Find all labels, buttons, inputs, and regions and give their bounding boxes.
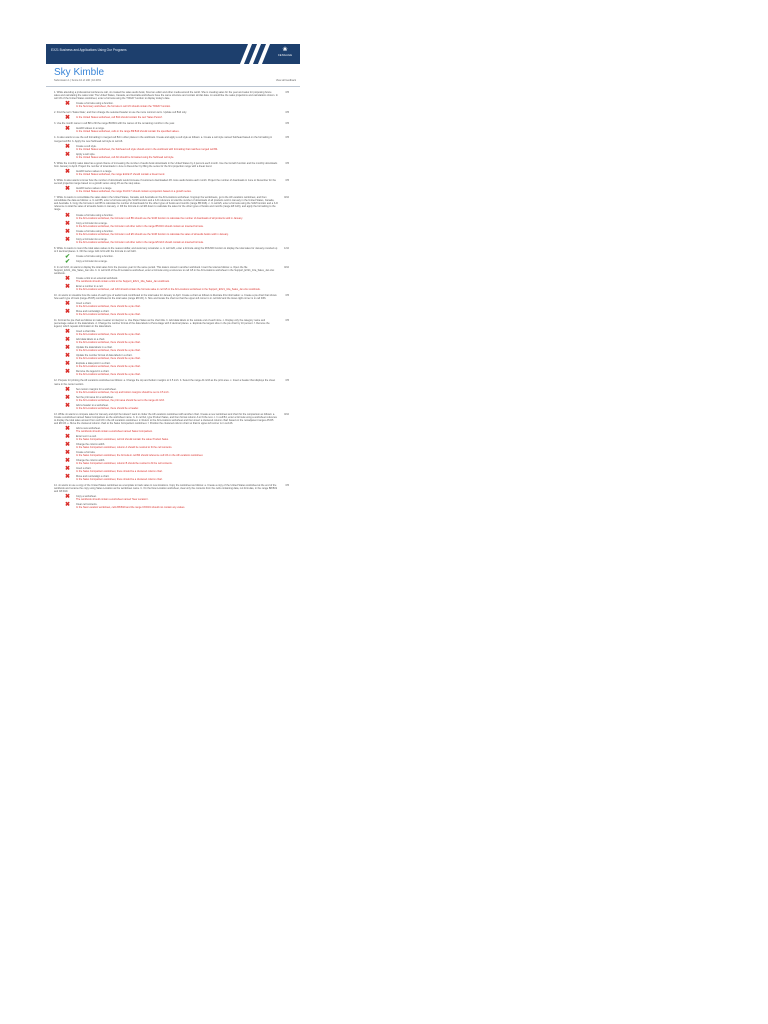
result-title: Update the number format of data labels in a chart. [76,354,133,358]
result-feedback: In the All Locations worksheet, there should be a pie chart. [76,305,141,309]
cross-icon: ✖ [65,369,71,376]
cross-icon: ✖ [65,345,71,352]
banner-title: EX21 Business and Applications Using Our Programs [51,48,127,52]
question-list [46,91,300,509]
question-text: 11. Format the pie chart as follows to make it easier to interpret: a. Use Paper Sales as the chart title. b. Add data labels to the outside end of each slice. c. Display only the category name and percentage values in the data labels. d. Change the number format of the data labels to Percentage with 0 decimal places. e. Explode the largest slice in the pie chart by 10 percent. f. Remove the legend, which repeats information in the data labels. [54,319,270,329]
question-item [46,266,300,291]
question-points: 0/5 [285,122,289,126]
result-item [64,255,278,258]
question-item [46,179,300,193]
result-feedback: In the All Locations worksheet, cell G33 should contain the formula value in cell G5 in the All Locations worksheet in the Support_EX21_10a_Sales_Jan.xlsx workbook. [76,287,261,291]
result-title: Insert a chart. [76,302,92,306]
result-title: Change the column width. [76,459,105,462]
result-title: Update the data labels in a chart. [76,346,113,350]
cross-icon: ✖ [65,143,71,150]
question-item [46,136,300,158]
cross-icon: ✖ [65,353,71,360]
result-feedback: In the United States worksheet, the Subhead cell style should exist in the workbook with formatting that matches merged cell B4. [76,147,219,151]
result-title: Copy a formula into a range. [76,221,108,225]
result-feedback: In the United States worksheet, the range F11:F17 should contain a projection based on a growth series. [76,190,192,194]
question-text: 8. While Jo wants to round the total sales values to the nearest dollar, and avoid any remainder. a. In cell G20, enter a formula using the ROUND function to display the total sales for January rounded up to 0 decimal places. b. Fill the range G21:G31 with the formula in cell G20. [54,246,278,253]
question-item [46,484,300,509]
cross-icon: ✖ [65,502,71,509]
cross-icon: ✖ [65,450,71,456]
question-text: 6. While Jo also wants to know how the number of downloads would increase if customers downloaded 4% more audio books each month. Project the number of downloads in June to December for the second projection range based on a growth series using 4% as the step value. [54,178,277,185]
question-points: 0/10 [284,265,289,269]
result-item [64,102,278,108]
logo-text: CENGAGE [277,54,293,57]
result-item [64,503,278,509]
result-item [64,427,278,433]
question-item [46,294,300,316]
logo-icon: ❀ [282,47,288,53]
result-feedback: In the Summary worksheet, the formula in cell G5 should contain the TODAY function. [76,105,171,109]
result-feedback: In the Sales Comparison worksheet, there should be a clustered column chart. [76,470,163,473]
cross-icon: ✖ [65,466,71,472]
question-points: 0/5 [285,111,289,115]
result-feedback: In the All Locations worksheet, the formula in cell B5 should use the SUM function to calculate the number of downloads of all products sold in January. [76,216,243,220]
question-text: 10. Jo wants to visualize how the sales of each type of audio book contributed to the total sales for January to April. Create a chart as follows to illustrate this information: a. Create a pie chart that shows how each type of book (range A5:D5) contributed to the total sales (range E5:G5). b. Size and locate the chart so that the upper-left corner is in cell A22 and the lower-right corner is in cell D36. [54,293,277,301]
result-feedback: In the United States worksheet, the range E11:E17 should contain a linear trend. [76,172,165,176]
check-icon: ✔ [65,258,71,265]
result-item [64,238,278,244]
question-item [46,196,300,243]
cross-icon: ✖ [65,301,71,308]
result-feedback: In the Sales Comparison worksheet, there should be a clustered column chart. [76,478,163,481]
result-title: Move and resize/align a chart. [76,475,110,478]
question-points: 0/5 [285,91,289,94]
result-feedback: The workbook should contain a link to the Support_EX21_10a_Sales_Jan workbook. [76,279,170,283]
result-feedback: In the All Locations worksheet, the formula in all other cells in the range B5:D16 should contain an inserted formula. [76,224,204,228]
result-item [64,354,278,360]
cross-icon: ✖ [65,394,71,401]
result-item [64,404,278,410]
question-text: 9. In cell G33, Jo wants to display the total sales from the previous year for the same period. This data is stored in another workbook. Insert the total as follows: a. Open the file Support_EX21_10a_Sales_Jan.xlsx. b. In cell G33 of the All Locations worksheet, enter a formula using a reference to cell G5 in the All Locations worksheet in the Support_EX21_10a_Sales_Jan.xlsx workbook. [54,265,275,275]
result-feedback: In the Sales Comparison worksheet, column A should be resized to fit the cell contents. [76,446,173,449]
question-points: 0/5 [285,379,289,383]
result-title: AutoFill values in a range. [76,127,105,131]
student-name: Sky Kimble [54,67,105,78]
cross-icon: ✖ [65,115,71,122]
result-title: AutoFill series values in a range. [76,169,113,173]
cross-icon: ✖ [65,151,71,158]
result-feedback: In the All Locations worksheet, there should be a pie chart. [76,365,141,369]
result-title: Copy a worksheet. [76,495,97,499]
result-item [64,127,278,133]
question-text: 7. While Jo wants to consolidate the sales data in the United States, Canada, and Australia on the All Locations worksheet. Ungroup the worksheets, go to the All Locations worksheet, and then consolidate the data as follows: a. In cell B5, enter a formula using the SUM function and a 3-D reference to total the number of downloads of all products sold in January in the United States, Canada, and Australia. b. Copy the formula in cell B5 to calculate the number of downloads for the other types of books and months (range B5:D16). c. In cell E5, enter a formula using the SUM function and a 3-D reference to total the sales of all audio books in January. d. Fill the formula in cell E5 down to calculate the sales for the other types of books and months (range E5:G16), and apply the formatting to the range. [54,196,278,212]
result-item [64,222,278,228]
submission-score: Submission 1 | Score 10 of 100 | 10.00% [54,79,101,82]
question-item [46,162,300,176]
result-item [64,170,278,176]
cross-icon: ✖ [65,386,71,393]
result-title: Remove the legend in a chart. [76,370,110,374]
cross-icon: ✖ [65,126,71,133]
cross-icon: ✖ [65,426,71,432]
result-title: Copy a formula into a range. [76,259,108,263]
divider [46,86,300,87]
result-feedback: In the Sales Comparison worksheet, the formula in cell B4 should reference cell G5 on the All Locations worksheet. [76,454,204,457]
cross-icon: ✖ [65,494,71,501]
question-text: 1. While attending a professional conference call, Jo created the sales audio book, hired an editor and other media around the world. She is creating sales for the year and sales for proposing future sales and calculating the sales total. The United States, Canada, and Australia worksheets have the same structure and contain similar data. Jo would like the sales projections and calculations shown. In cell G5 of the United States worksheet, enter a formula using the TODAY function to display today's date. [54,91,278,101]
cross-icon: ✖ [65,228,71,235]
result-item [64,388,278,394]
result-feedback: In the United States worksheet, cells in the range B9:B19 should contain the specified values. [76,130,180,134]
question-text: 2. Find the term 'Sales Date', and then change the selected header to use the more common term. Update cell B14 only. [54,111,187,115]
cross-icon: ✖ [65,283,71,290]
question-points: 0/10 [284,196,289,200]
result-item [64,459,278,465]
result-title: Set the print area for a worksheet. [76,395,114,399]
result-title: Insert a chart. [76,467,92,470]
result-title: Add data labels to a chart. [76,338,106,342]
result-feedback: In the All Locations worksheet, there should be a pie chart. [76,373,141,377]
result-feedback: In the All Locations worksheet, there should be a pie chart. [76,313,141,317]
result-title: Copy a formula into a range. [76,237,108,241]
result-feedback: In the All Locations worksheet, there should be a header. [76,406,139,410]
result-title: Enter text in a cell. [76,435,97,438]
cross-icon: ✖ [65,442,71,448]
question-text: 13. While Jo wants to compare sales for January and April but doesn't want to clutter the All Locations worksheet with another chart. Create a new worksheet and chart for the comparison as follows: a. Create a worksheet named Sales Comparison as the worksheet name. b. In cell A2, type Product Sales, and then format column A to fit the text. c. In cell B4, enter a formula using a worksheet reference to display the total sales amount from cell G5 in the All Locations worksheet. d. Return to the All Locations worksheet and then insert a clustered column chart based on the nonadjacent ranges A5:D5 and E5:G5. e. Move the clustered column chart to the Sales Comparison worksheet. f. Position the clustered column chart so that its upper-left corner is in cell A6. [54,412,278,425]
question-points: 0/5 [285,178,289,182]
result-item [64,187,278,193]
result-feedback: The workbook should contain a worksheet named 'New Location'. [76,498,149,502]
question-item [46,111,300,122]
view-feedback-link[interactable]: View all feedback [275,79,296,82]
result-title: Move and resize/align a chart. [76,310,110,314]
question-text: 14. Jo wants to use a copy of the United States worksheet as a template to track sales in new locations. Copy the worksheet as follows: a. Create a copy of the United States worksheet at the end of the workbook and rename the copy using Sales Location as the worksheet name. b. On the New Location worksheet, clear only the contents from the cells containing data, not formulas, in the range B8:B19 and C8:D19. [54,484,278,494]
result-title: Create a formula using a function. [76,102,114,106]
result-item [64,302,278,308]
question-points: 0/5 [285,136,289,140]
result-feedback: In the United States worksheet, cell A6 should be formatted using the Subhead cell style. [76,155,175,159]
cross-icon: ✖ [65,458,71,464]
result-item [64,285,278,291]
question-item [46,413,300,481]
question-text: 3. Use the month name in cell B8 to fill the range B9:B19 with the names of the remaining months in the year. [54,122,175,126]
result-title: Insert a chart title. [76,330,96,334]
question-points: 0/5 [285,293,289,297]
result-item [64,153,278,159]
cross-icon: ✖ [65,236,71,243]
result-item [64,330,278,336]
result-item [64,338,278,344]
result-title: Create a cell style. [76,144,97,148]
result-feedback: In the All Locations worksheet, the formula in all other cells in the range E5:G16 should contain an inserted formula. [76,240,204,244]
result-title: Create a formula. [76,451,96,454]
result-item [64,310,278,316]
result-item [64,443,278,449]
header-banner [46,44,300,64]
result-title: Change the column width. [76,443,105,446]
result-title: Add a new worksheet. [76,427,101,430]
result-title: Enter a number in a cell. [76,284,104,288]
result-item [64,370,278,376]
cross-icon: ✖ [65,434,71,440]
cross-icon: ✖ [65,402,71,409]
question-item [46,379,300,409]
result-feedback: In the All Locations worksheet, the formula in cell E5 should use the SUM function to calculate the sales of all audio books sold in January. [76,232,229,236]
result-item [64,451,278,457]
result-item [64,277,278,283]
result-feedback: In the Sales Comparison worksheet, cell A2 should contain the value Product Sales. [76,438,169,441]
result-item [64,467,278,473]
result-item [64,435,278,441]
result-item [64,475,278,481]
question-text: 4. Jo also wants to use the cell formatting in merged cell B4 in other places in the workbook. Create and apply a cell style as follows: a. Create a cell style named Subhead based on the formatting in merged cell B4. b. Apply the new Subhead cell style to cell A6. [54,136,273,143]
result-item [64,214,278,220]
result-item [64,115,278,122]
result-item [64,495,278,501]
result-title: Create a formula using a function. [76,229,114,233]
cross-icon: ✖ [65,275,71,282]
result-title: AutoFill series values in a range. [76,187,113,191]
cross-icon: ✖ [65,168,71,175]
question-points: 1/10 [284,246,289,250]
result-item [64,230,278,236]
result-title: Clear cell contents. [76,503,98,507]
question-points: 0/5 [285,484,289,487]
cross-icon: ✖ [65,309,71,316]
cross-icon: ✖ [65,337,71,344]
cengage-logo [274,46,296,57]
result-feedback: In the United States worksheet, cell B14 should contain the text 'Sales Period'. [76,116,163,120]
check-icon: ✔ [65,253,71,260]
cross-icon: ✖ [65,220,71,227]
graded-report [46,44,300,512]
result-item [64,396,278,402]
cross-icon: ✖ [65,474,71,480]
result-feedback: The workbook should contain a worksheet named Sales Comparison. [76,430,153,433]
question-text: 12. Prepare for printing the All Locations worksheet as follows: a. Change the top and bottom margins to 0.5 inch. b. Select the range A1:G33 as the print area. c. Insert a header that displays the sheet name in the center section. [54,379,276,386]
result-feedback: In the New Location worksheet, cells B8:B19 and the range C8:D19 should not contain any values. [76,506,186,510]
result-item [64,145,278,151]
result-feedback: In the All Locations worksheet, there should be a pie chart. [76,333,141,337]
question-item [46,247,300,263]
cross-icon: ✖ [65,186,71,193]
result-feedback: In the Sales Comparison worksheet, column B should be resized to fit the cell contents. [76,462,173,465]
result-feedback: In the All Locations worksheet, the print area should be set to the range A1:G33. [76,398,165,402]
question-points: 0/5 [285,319,289,323]
result-title: Set custom margins for a worksheet. [76,387,117,391]
cross-icon: ✖ [65,101,71,108]
question-points: 0/10 [284,412,289,416]
result-title: Create a formula using a function. [76,254,114,258]
result-feedback: In the All Locations worksheet, there should be a pie chart. [76,341,141,345]
cross-icon: ✖ [65,212,71,219]
result-item [64,260,278,263]
question-item [46,319,300,376]
result-title: Add a header to a worksheet. [76,403,109,407]
result-item [64,362,278,368]
result-title: Explode a data point in a chart. [76,362,111,366]
question-item [46,91,300,108]
cross-icon: ✖ [65,361,71,368]
result-title: Apply a cell style. [76,152,96,156]
result-title: Create a link to an external workbook. [76,276,118,280]
result-feedback: In the All Locations worksheet, the top and bottom margins should be set to 0.5 inch. [76,390,170,394]
submission-info [54,79,300,84]
question-item [46,122,300,133]
result-title: Create a formula using a function. [76,213,114,217]
result-feedback: In the All Locations worksheet, there should be a pie chart. [76,357,141,361]
result-feedback: In the All Locations worksheet, there should be a pie chart. [76,349,141,353]
result-item [64,346,278,352]
cross-icon: ✖ [65,329,71,336]
question-points: 0/5 [285,161,289,165]
question-text: 5. While the monthly sales data has a good chance of increasing the number of audio book downloads in the United States by 4 percent each month. Use the Growth function and the monthly downloads from January to April. Project the number of downloads in June to December by filling the series for the first projection range with a linear trend. [54,161,278,168]
